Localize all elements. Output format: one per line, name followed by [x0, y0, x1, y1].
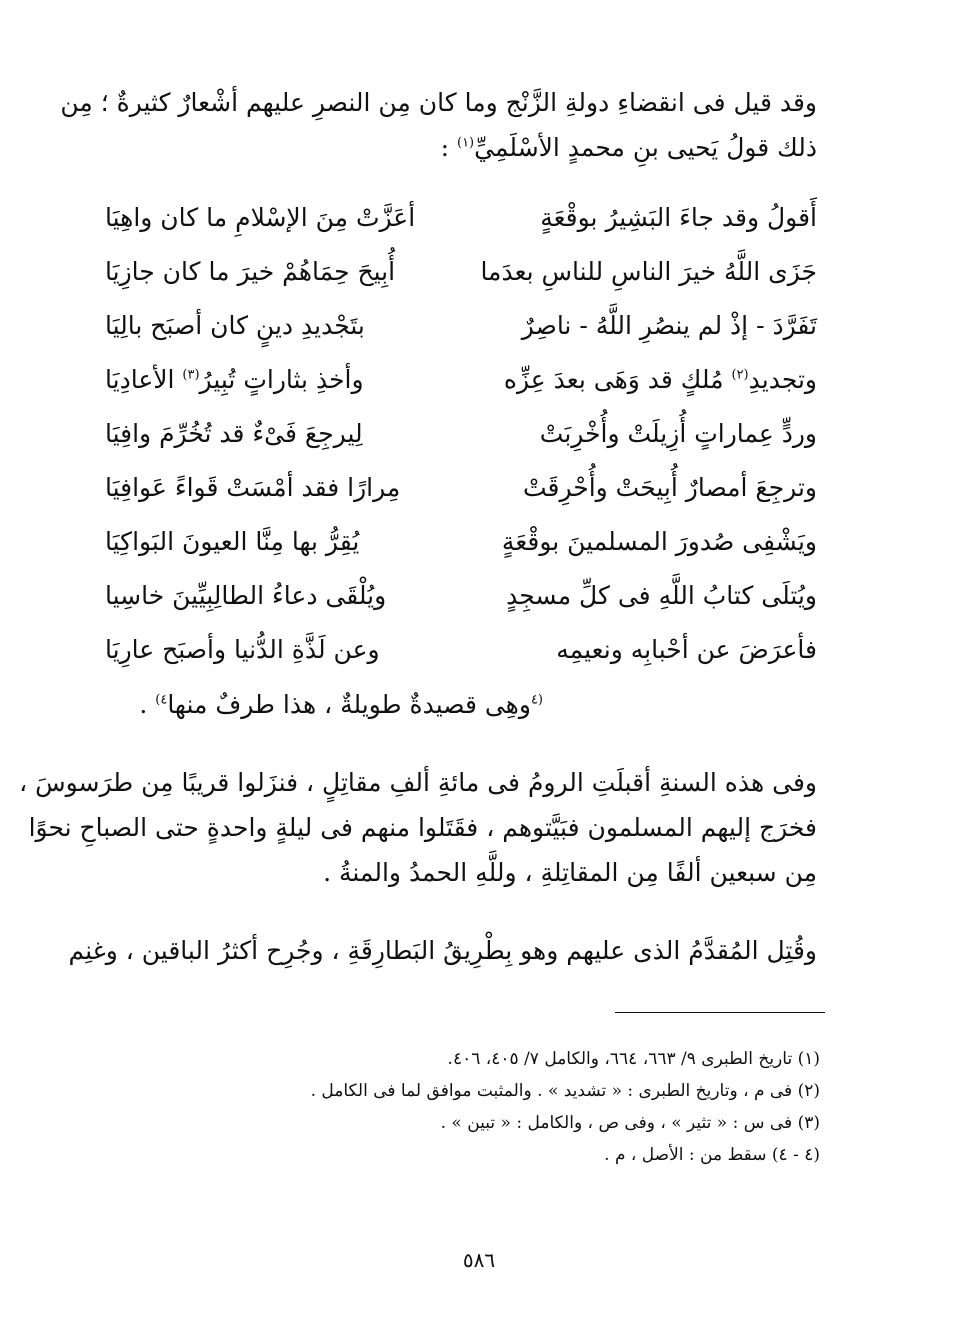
- paragraph-line: وقُتِل المُقدَّمُ الذى عليهم وهو بِطْرِيقُ البَطارِقَةِ ، وجُرِح أكثرُ الباقين ، وغنِم: [68, 936, 817, 965]
- paragraph-commander: [68, 928, 817, 973]
- hemistich-first: أَقولُ وقد جاءَ البَشِيرُ بوقْعَةٍ: [540, 202, 817, 232]
- footnote-ref-2: (٢): [731, 367, 749, 383]
- poem-note-end: .: [139, 690, 156, 719]
- verse: [105, 406, 817, 460]
- poem-note-text: وهِى قصيدةٌ طويلةٌ ، هذا طرفٌ منها: [167, 690, 531, 719]
- hemistich-second: يُقِرُّ بها مِنَّا العيونَ البَواكِيَا: [105, 526, 360, 556]
- hemistich-first: فأعرَضَ عن أحْبابِه ونعيمِه: [556, 634, 817, 664]
- verse: [105, 460, 817, 514]
- verse: [105, 352, 817, 406]
- footnote-ref-4-open: (٤: [530, 692, 543, 708]
- page-number: ٥٨٦: [462, 1248, 496, 1272]
- hemistich-text-rest: الأعادِيَا: [105, 364, 183, 394]
- paragraph-line: وفى هذه السنةِ أقبلَتِ الرومُ فى مائةِ ألفِ مقاتِلٍ ، فنزَلوا قريبًا مِن طرَسوسَ ،: [19, 768, 817, 797]
- intro-line-2-text: ذلك قولُ يَحيى بنِ محمدٍ الأسْلَمِيِّ: [474, 133, 817, 162]
- hemistich-first: [501, 365, 817, 394]
- footnote-ref-1: (١): [456, 135, 475, 151]
- intro-line-2-end: :: [440, 133, 457, 162]
- hemistich-first: ويَشْفِى صُدورَ المسلمينَ بوقْعَةٍ: [501, 526, 817, 556]
- footnote-1: (١) تاريخ الطبرى ٩/ ٦٦٣، ٦٦٤، والكامل ٧/ ٤٠٥، ٤٠٦.: [447, 1049, 820, 1069]
- hemistich-first: تَفَرَّدَ - إذْ لم ينصُرِ اللَّهُ - ناصِرٌ: [521, 310, 817, 340]
- hemistich-second: أعَزَّتْ مِنَ الإسْلامِ ما كان واهِيَا: [105, 202, 416, 232]
- verse: [105, 244, 817, 298]
- intro-paragraph: [60, 80, 817, 170]
- hemistich-first: وترجِعَ أمصارٌ أُبِيحَتْ وأُحْرِقَتْ: [522, 472, 817, 502]
- hemistich-first: ويُتلَى كتابُ اللَّهِ فى كلِّ مسجِدٍ: [506, 580, 817, 610]
- hemistich-second: أُبِيحَ حِمَاهُمْ خيرَ ما كان جازِيَا: [105, 256, 396, 286]
- hemistich-second: [105, 365, 421, 394]
- hemistich-text-rest: مُلكٍ قد وَهَى بعدَ عِزِّه: [503, 364, 732, 394]
- footnotes: [200, 1043, 820, 1171]
- hemistich-second: لِيرجِعَ فَىْءٌ قد تُخُرِّمَ وافِيَا: [105, 418, 363, 448]
- poem-note: [139, 690, 543, 719]
- paragraph-line: فخرَج إليهم المسلمون فبَيَّتوهم ، فقَتَلوا منهم فى ليلةٍ واحدةٍ حتى الصباحِ نحوًا: [28, 813, 817, 842]
- intro-line-1: وقد قيل فى انقضاءِ دولةِ الزَّنْج وما كان مِن النصرِ عليهم أشْعارٌ كثيرةٌ ؛ مِن: [60, 88, 817, 117]
- verse: [105, 298, 817, 352]
- footnote-4: (٤ - ٤) سقط من : الأصل ، م .: [604, 1145, 820, 1165]
- hemistich-first: جَزَى اللَّهُ خيرَ الناسِ للناسِ بعدَما: [480, 256, 817, 286]
- verse: [105, 622, 817, 676]
- intro-line-2: [105, 125, 817, 170]
- paragraph-romans: [19, 760, 817, 895]
- verse: [105, 514, 817, 568]
- hemistich-first: وردٍّ عِماراتٍ أُزِيلَتْ وأُخْرِبَتْ: [539, 418, 817, 448]
- footnote-separator: [615, 1012, 825, 1013]
- hemistich-text: وأخذِ بثاراتٍ تُبِيرُ: [199, 364, 364, 394]
- hemistich-second: بتَجْديدِ دينٍ كان أصبَح بالِيَا: [105, 310, 365, 340]
- footnote-3: (٣) فى س : « تثير » ، وفى ص ، والكامل : « تبين » .: [440, 1113, 820, 1133]
- verse: [105, 190, 817, 244]
- footnote-ref-4-close: ٤): [155, 692, 168, 708]
- hemistich-second: مِرارًا فقد أمْسَتْ قَواءً عَوافِيَا: [105, 472, 401, 502]
- footnote-2: (٢) فى م ، وتاريخ الطبرى : « تشديد » . والمثبت موافق لما فى الكامل .: [310, 1081, 820, 1101]
- poem: [105, 190, 817, 676]
- hemistich-second: ويُلْقَى دعاءُ الطالِبِيِّينَ خاسِيا: [105, 580, 387, 610]
- hemistich-text: وتجديدِ: [748, 364, 817, 394]
- paragraph-line: مِن سبعين ألفًا مِن المقاتِلةِ ، وللَّهِ الحمدُ والمنةُ .: [323, 858, 817, 887]
- verse: [105, 568, 817, 622]
- footnote-ref-3: (٣): [182, 367, 200, 383]
- hemistich-second: وعن لَذَّةِ الدُّنيا وأصبَح عارِيَا: [105, 634, 380, 664]
